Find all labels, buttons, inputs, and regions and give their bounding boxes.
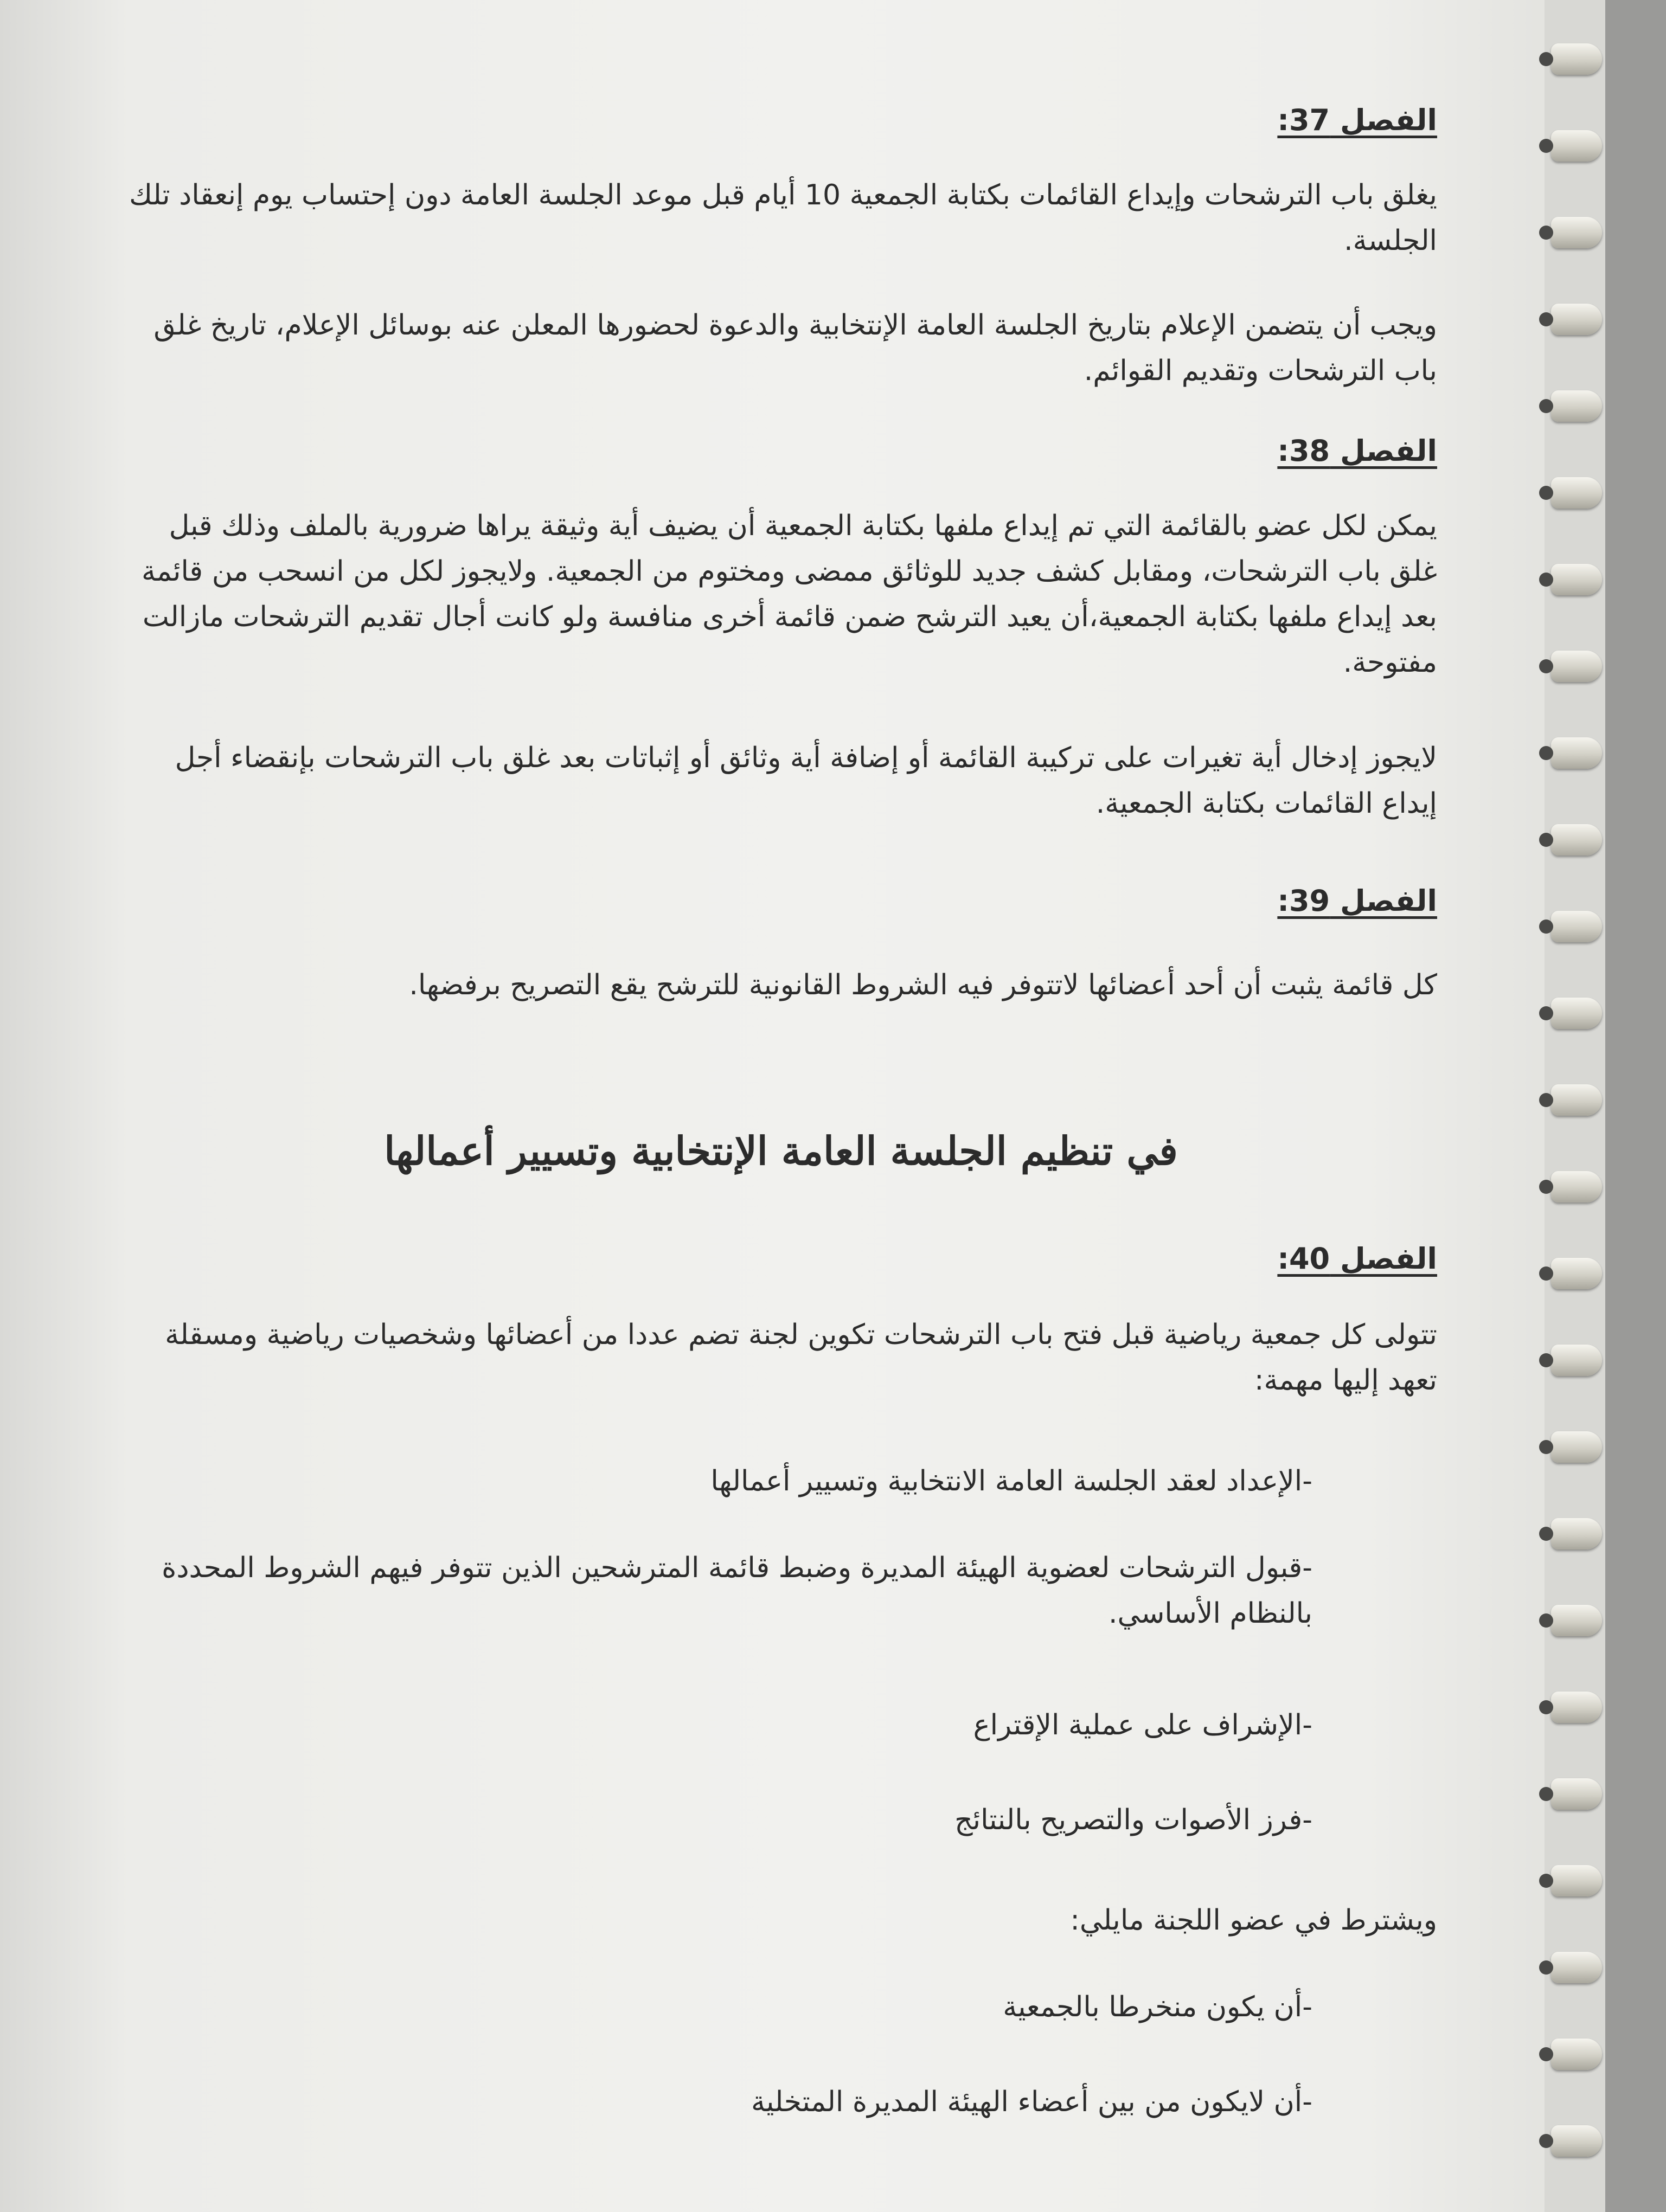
binding-ring [1551,1084,1602,1116]
committee-task-item: -الإعداد لعقد الجلسة العامة الانتخابية وتسيير أعمالها [710,1465,1312,1497]
section-title: في تنظيم الجلسة العامة الإنتخابية وتسيير أعمالها [384,1128,1178,1174]
chapter-38-heading: الفصل 38: [1277,434,1437,468]
chapter-39-heading: الفصل 39: [1277,884,1437,918]
binding-ring [1551,130,1602,162]
binding-ring [1551,1258,1602,1289]
chapter-40-heading: الفصل 40: [1277,1242,1437,1276]
chapter-37-paragraph-2: ويجب أن يتضمن الإعلام بتاريخ الجلسة العامة الإنتخابية والدعوة لحضورها المعلن عنه بوسائل الإعلام، تاريخ غلق باب الترشحات وتقديم القوائم. [153,309,1437,387]
chapter-37-paragraph-1: يغلق باب الترشحات وإيداع القائمات بكتابة الجمعية 10 أيام قبل موعد الجلسة العامة دون إحتساب يوم إنعقاد تلك الجلسة. [129,179,1437,257]
binding-ring [1551,1952,1602,1983]
binding-ring [1551,2125,1602,2157]
binding-ring [1551,390,1602,422]
binding-ring [1551,1171,1602,1203]
binding-ring [1551,911,1602,942]
binding-ring [1551,2039,1602,2070]
condition-item: -أن لايكون من بين أعضاء الهيئة المديرة المتخلية [751,2086,1312,2118]
binding-ring [1551,1692,1602,1723]
chapter-38-paragraph-2: لايجوز إدخال أية تغيرات على تركيبة القائمة أو إضافة أية وثائق أو إثباتات بعد غلق باب الترشحات بإنقضاء أجل إيداع القائمات بكتابة الجمعية. [175,742,1437,820]
binding-ring [1551,1345,1602,1376]
binding-ring [1551,1865,1602,1896]
binding-ring [1551,217,1602,248]
chapter-37-heading: الفصل 37: [1277,103,1437,137]
chapter-39-paragraph-1: كل قائمة يثبت أن أحد أعضائها لاتتوفر فيه الشروط القانونية للترشح يقع التصريح برفضها. [409,969,1437,1001]
committee-task-item: -فرز الأصوات والتصريح بالنتائج [954,1804,1312,1836]
binding-ring [1551,998,1602,1029]
binding-ring [1551,564,1602,595]
binding-ring [1551,304,1602,335]
conditions-intro: ويشترط في عضو اللجنة مايلي: [1070,1904,1437,1937]
binding-ring [1551,737,1602,769]
committee-task-item: -الإشراف على عملية الإقتراع [973,1709,1312,1741]
binding-ring [1551,1518,1602,1549]
condition-item: -أن يكون منخرطا بالجمعية [1003,1991,1312,2023]
binding-ring [1551,1605,1602,1636]
spiral-binding [1545,0,1605,2212]
binding-ring [1551,1778,1602,1810]
binding-ring [1551,477,1602,509]
binding-ring [1551,1431,1602,1463]
chapter-40-intro: تتولى كل جمعية رياضية قبل فتح باب الترشحات تكوين لجنة تضم عددا من أعضائها وشخصيات رياضية ومسقلة تعهد إليها مهمة: [165,1319,1437,1397]
binding-ring [1551,824,1602,856]
committee-task-item: -قبول الترشحات لعضوية الهيئة المديرة وضبط قائمة المترشحين الذين تتوفر فيهم الشروط المحددة بالنظام الأساسي. [162,1552,1312,1630]
chapter-38-paragraph-1: يمكن لكل عضو بالقائمة التي تم إيداع ملفها بكتابة الجمعية أن يضيف أية وثيقة يراها ضرورية بالملف وذلك قبل غلق باب الترشحات، ومقابل كشف جديد للوثائق ممضى ومختوم من الجمعية. ولايجوز لكل من انسحب من قائمة بعد إيداع ملفها بكتابة الجمعية،أن يعيد الترشح ضمن قائمة أخرى منافسة ولو كانت أجال تقديم الترشحات مازالت مفتوحة. [142,510,1437,679]
binding-ring [1551,651,1602,682]
binding-ring [1551,43,1602,75]
